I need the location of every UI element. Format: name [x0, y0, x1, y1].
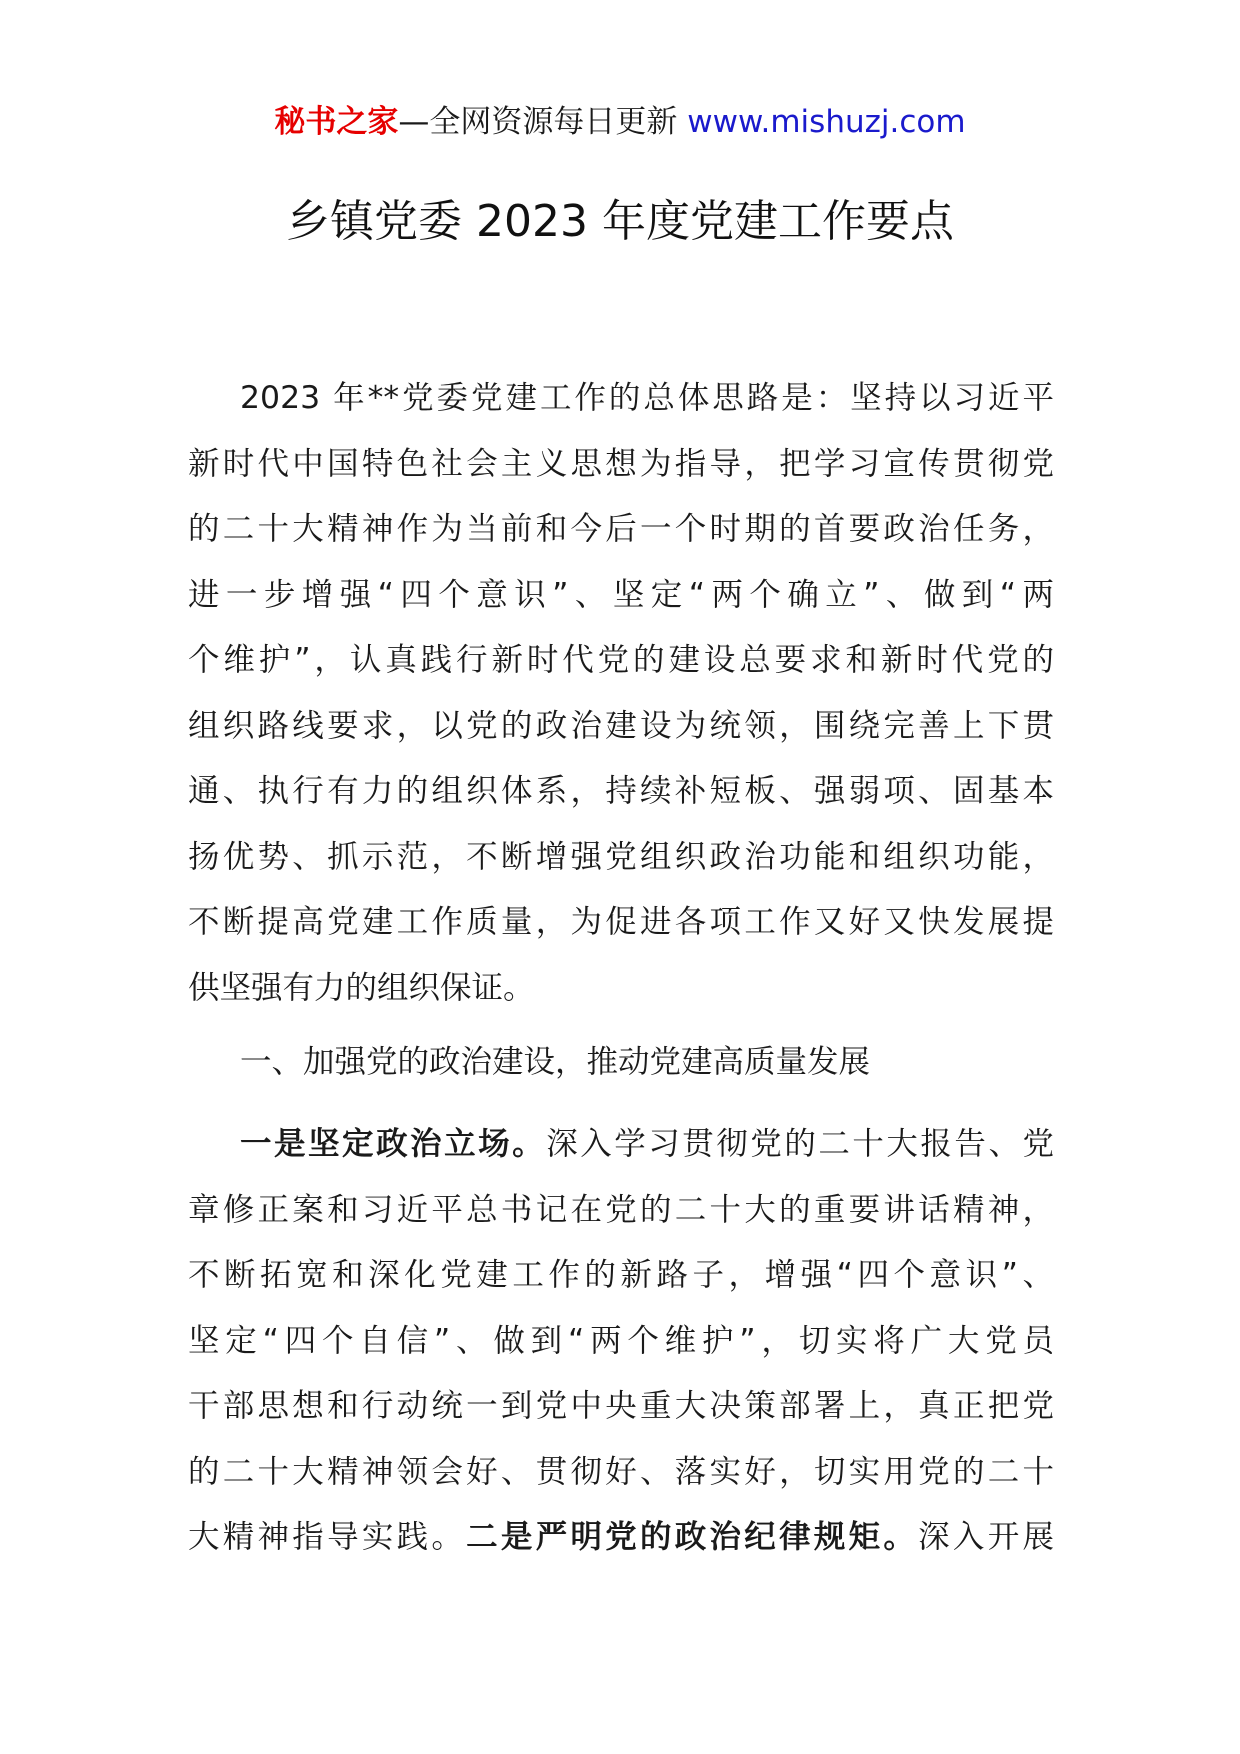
paragraph-line: 新时代中国特色社会主义思想为指导，把学习宣传贯彻党 [188, 445, 1054, 482]
paragraph-line: 的二十大精神作为当前和今后一个时期的首要政治任务， [188, 511, 1054, 547]
site-banner [0, 102, 1240, 142]
paragraph-line: 的二十大精神领会好、贯彻好、落实好，切实用党的二十 [188, 1453, 1054, 1490]
point-text: 大精神指导实践。 [188, 1519, 467, 1555]
paragraph-line [188, 1505, 1054, 1571]
paragraph-line: 不断拓宽和深化党建工作的新路子，增强“四个意识”、 [188, 1257, 1054, 1293]
intro-paragraph [188, 366, 1054, 1021]
banner-url-link[interactable]: www.mishuzj.com [687, 104, 966, 140]
paragraph-line: 进一步增强“四个意识”、坚定“两个确立”、做到“两 [188, 576, 1054, 613]
paragraph-line: 扬优势、抓示范，不断增强党组织政治功能和组织功能， [188, 838, 1054, 875]
paragraph-line: 2023 年**党委党建工作的总体思路是：坚持以习近平 [240, 380, 1054, 416]
paragraph-line: 组织路线要求，以党的政治建设为统领，围绕完善上下贯 [188, 707, 1054, 744]
point-text: 深入开展 [918, 1519, 1054, 1555]
banner-tagline: —全网资源每日更新 [398, 104, 688, 140]
paragraph-line: 个维护”，认真践行新时代党的建设总要求和新时代党的 [188, 642, 1054, 678]
banner-brand: 秘书之家 [274, 104, 399, 140]
paragraph-line: 不断提高党建工作质量，为促进各项工作又好又快发展提 [188, 904, 1054, 940]
document-title: 乡镇党委 2023 年度党建工作要点 [286, 196, 954, 247]
point-title: 二是严明党的政治纪律规矩。 [466, 1519, 919, 1555]
paragraph-line [188, 1112, 1054, 1178]
section-heading: 一、加强党的政治建设，推动党建高质量发展 [240, 1044, 871, 1080]
section-paragraph [188, 1112, 1054, 1571]
paragraph-line: 供坚强有力的组织保证。 [188, 969, 535, 1006]
point-title: 一是坚定政治立场。 [240, 1126, 547, 1162]
paragraph-line: 干部思想和行动统一到党中央重大决策部署上，真正把党 [188, 1388, 1054, 1424]
paragraph-line: 坚定“四个自信”、做到“两个维护”，切实将广大党员 [188, 1322, 1054, 1359]
paragraph-line: 章修正案和习近平总书记在党的二十大的重要讲话精神， [188, 1191, 1054, 1228]
paragraph-line: 通、执行有力的组织体系，持续补短板、强弱项、固基本 [188, 773, 1054, 809]
point-text: 深入学习贯彻党的二十大报告、党 [546, 1126, 1054, 1162]
